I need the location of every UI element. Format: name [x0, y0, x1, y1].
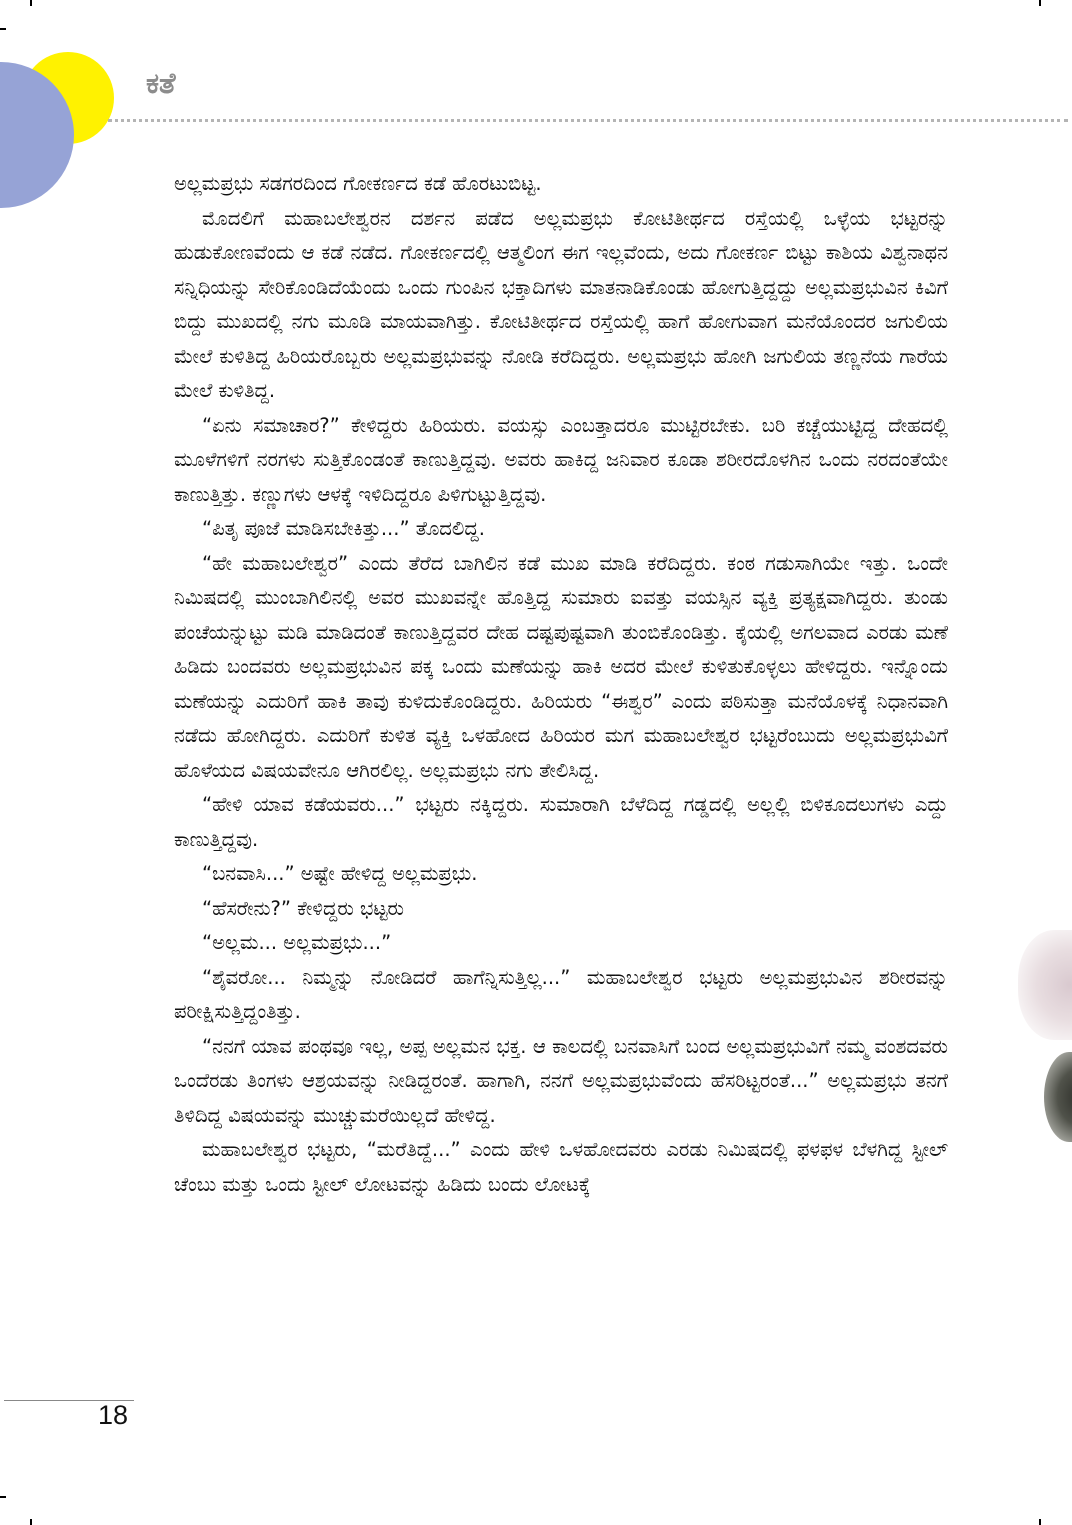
paragraph-8: “ಹೆಸರೇನು?” ಕೇಳಿದ್ದರು ಭಟ್ಟರು — [202, 896, 405, 920]
paragraph-10: “ಶೈವರೋ... ನಿಮ್ಮನ್ನು ನೋಡಿದರೆ ಹಾಗೆನ್ನಿಸುತ್ತಿಲ್ಲ...” ಮಹಾಬಲೇಶ್ವರ ಭಟ್ಟರು ಅಲ್ಲಮಪ್ರಭುವಿನ ಶರೀರವನ್ನು ಪರೀಕ್ಷಿಸುತ್ತಿದ್ದಂತಿತ್ತು. — [174, 965, 948, 1023]
paragraph-7: “ಬನವಾಸಿ...” ಅಷ್ಟೇ ಹೇಳಿದ್ದ ಅಲ್ಲಮಪ್ರಭು. — [202, 862, 478, 885]
paragraph-3: “ಏನು ಸಮಾಚಾರ?” ಕೇಳಿದ್ದರು ಹಿರಿಯರು. ವಯಸ್ಸು ಎಂಬತ್ತಾದರೂ ಮುಟ್ಟಿರಬೇಕು. ಬರಿ ಕಚ್ಚೆಯುಟ್ಟಿದ್ದ ದೇಹದಲ್ಲಿ ಮೂಳೆಗಳಿಗೆ ನರಗಳು ಸುತ್ತಿಕೊಂಡಂತೆ ಕಾಣುತ್ತಿದ್ದವು. ಅವರು ಹಾಕಿದ್ದ ಜನಿವಾರ ಕೂಡಾ ಶರೀರದೊಳಗಿನ ಒಂದು ನರದಂತೆಯೇ ಕಾಣುತ್ತಿತ್ತು. ಕಣ್ಣುಗಳು ಆಳಕ್ಕೆ ಇಳಿದಿದ್ದರೂ ಪಿಳಿಗುಟ್ಟುತ್ತಿದ್ದವು. — [174, 413, 948, 506]
side-illustration-pink — [1018, 930, 1072, 1040]
header-dotted-rule — [108, 119, 1068, 122]
crop-mark-top-right — [1039, 0, 1041, 6]
paragraph-1: ಅಲ್ಲಮಪ್ರಭು ಸಡಗರದಿಂದ ಗೋಕರ್ಣದ ಕಡೆ ಹೊರಟುಬಿಟ್ಟ. — [174, 172, 542, 195]
paragraph-9: “ಅಲ್ಲಮ... ಅಲ್ಲಮಪ್ರಭು...” — [202, 931, 392, 954]
paragraph-2: ಮೊದಲಿಗೆ ಮಹಾಬಲೇಶ್ವರನ ದರ್ಶನ ಪಡೆದ ಅಲ್ಲಮಪ್ರಭು ಕೋಟಿತೀರ್ಥದ ರಸ್ತೆಯಲ್ಲಿ ಒಳ್ಳೆಯ ಭಟ್ಟರನ್ನು ಹುಡುಕೋಣವೆಂದು ಆ ಕಡೆ ನಡೆದ. ಗೋಕರ್ಣದಲ್ಲಿ ಆತ್ಮಲಿಂಗ ಈಗ ಇಲ್ಲವೆಂದು, ಅದು ಗೋಕರ್ಣ ಬಿಟ್ಟು ಕಾಶಿಯ ವಿಶ್ವನಾಥನ ಸನ್ನಿಧಿಯನ್ನು ಸೇರಿಕೊಂಡಿದೆಯೆಂದು ಒಂದು ಗುಂಪಿನ ಭಕ್ತಾದಿಗಳು ಮಾತನಾಡಿಕೊಂಡು ಹೋಗುತ್ತಿದ್ದದ್ದು ಅಲ್ಲಮಪ್ರಭುವಿನ ಕಿವಿಗೆ ಬಿದ್ದು ಮುಖದಲ್ಲಿ ನಗು ಮೂಡಿ ಮಾಯವಾಗಿತ್ತು. ಕೋಟಿತೀರ್ಥದ ರಸ್ತೆಯಲ್ಲಿ ಹಾಗೆ ಹೋಗುವಾಗ ಮನೆಯೊಂದರ ಜಗುಲಿಯ ಮೇಲೆ ಕುಳಿತಿದ್ದ ಹಿರಿಯರೊಬ್ಬರು ಅಲ್ಲಮಪ್ರಭುವನ್ನು ನೋಡಿ ಕರೆದಿದ್ದರು. ಅಲ್ಲಮಪ್ರಭು ಹೋಗಿ ಜಗುಲಿಯ ತಣ್ಣನೆಯ ಗಾರೆಯ ಮೇಲೆ ಕುಳಿತಿದ್ದ. — [174, 206, 948, 402]
page-number: 18 — [98, 1400, 129, 1430]
crop-mark-bottom-left — [30, 1519, 32, 1525]
story-body — [174, 167, 948, 1202]
paragraph-4: “ಪಿತೃ ಪೂಜೆ ಮಾಡಿಸಬೇಕಿತ್ತು...” ತೊದಲಿದ್ದ. — [202, 517, 485, 540]
crop-mark-bottom-right — [1039, 1519, 1041, 1525]
crop-mark-bottom-left-h — [0, 1496, 6, 1498]
paragraph-5: “ಹೇ ಮಹಾಬಲೇಶ್ವರ” ಎಂದು ತೆರೆದ ಬಾಗಿಲಿನ ಕಡೆ ಮುಖ ಮಾಡಿ ಕರೆದಿದ್ದರು. ಕಂಠ ಗಡುಸಾಗಿಯೇ ಇತ್ತು. ಒಂದೇ ನಿಮಿಷದಲ್ಲಿ ಮುಂಬಾಗಿಲಿನಲ್ಲಿ ಅವರ ಮುಖವನ್ನೇ ಹೊತ್ತಿದ್ದ ಸುಮಾರು ಐವತ್ತು ವಯಸ್ಸಿನ ವ್ಯಕ್ತಿ ಪ್ರತ್ಯಕ್ಷವಾಗಿದ್ದರು. ತುಂಡು ಪಂಚೆಯನ್ನುಟ್ಟು ಮಡಿ ಮಾಡಿದಂತೆ ಕಾಣುತ್ತಿದ್ದವರ ದೇಹ ದಷ್ಟಪುಷ್ಟವಾಗಿ ತುಂಬಿಕೊಂಡಿತ್ತು. ಕೈಯಲ್ಲಿ ಅಗಲವಾದ ಎರಡು ಮಣೆ ಹಿಡಿದು ಬಂದವರು ಅಲ್ಲಮಪ್ರಭುವಿನ ಪಕ್ಕ ಒಂದು ಮಣೆಯನ್ನು ಹಾಕಿ ಅದರ ಮೇಲೆ ಕುಳಿತುಕೊಳ್ಳಲು ಹೇಳಿದ್ದರು. ಇನ್ನೊಂದು ಮಣೆಯನ್ನು ಎದುರಿಗೆ ಹಾಕಿ ತಾವು ಕುಳಿದುಕೊಂಡಿದ್ದರು. ಹಿರಿಯರು “ಈಶ್ವರ” ಎಂದು ಪಠಿಸುತ್ತಾ ಮನೆಯೊಳಕ್ಕೆ ನಿಧಾನವಾಗಿ ನಡೆದು ಹೋಗಿದ್ದರು. ಎದುರಿಗೆ ಕುಳಿತ ವ್ಯಕ್ತಿ ಒಳಹೋದ ಹಿರಿಯರ ಮಗ ಮಹಾಬಲೇಶ್ವರ ಭಟ್ಟರೆಂಬುದು ಅಲ್ಲಮಪ್ರಭುವಿಗೆ ಹೊಳೆಯದ ವಿಷಯವೇನೂ ಆಗಿರಲಿಲ್ಲ. ಅಲ್ಲಮಪ್ರಭು ನಗು ತೇಲಿಸಿದ್ದ. — [174, 551, 948, 782]
crop-mark-top-left — [30, 0, 32, 6]
paragraph-6: “ಹೇಳಿ ಯಾವ ಕಡೆಯವರು...” ಭಟ್ಟರು ನಕ್ಕಿದ್ದರು. ಸುಮಾರಾಗಿ ಬೆಳೆದಿದ್ದ ಗಡ್ಡದಲ್ಲಿ ಅಲ್ಲಲ್ಲಿ ಬಿಳಿಕೂದಲುಗಳು ಎದ್ದು ಕಾಣುತ್ತಿದ್ದವು. — [174, 793, 948, 851]
crop-mark-top-left-h — [0, 28, 6, 30]
paragraph-11: “ನನಗೆ ಯಾವ ಪಂಥವೂ ಇಲ್ಲ, ಅಪ್ಪ ಅಲ್ಲಮನ ಭಕ್ತ. ಆ ಕಾಲದಲ್ಲಿ ಬನವಾಸಿಗೆ ಬಂದ ಅಲ್ಲಮಪ್ರಭುವಿಗೆ ನಮ್ಮ ವಂಶದವರು ಒಂದೆರಡು ತಿಂಗಳು ಆಶ್ರಯವನ್ನು ನೀಡಿದ್ದರಂತೆ. ಹಾಗಾಗಿ, ನನಗೆ ಅಲ್ಲಮಪ್ರಭುವೆಂದು ಹೆಸರಿಟ್ಟರಂತೆ...” ಅಲ್ಲಮಪ್ರಭು ತನಗೆ ತಿಳಿದಿದ್ದ ವಿಷಯವನ್ನು ಮುಚ್ಚುಮರೆಯಿಲ್ಲದೆ ಹೇಳಿದ್ದ. — [174, 1034, 948, 1127]
paragraph-12: ಮಹಾಬಲೇಶ್ವರ ಭಟ್ಟರು, “ಮರೆತಿದ್ದೆ...” ಎಂದು ಹೇಳಿ ಒಳಹೋದವರು ಎರಡು ನಿಮಿಷದಲ್ಲಿ ಫಳಫಳ ಬೆಳಗಿದ್ದ ಸ್ಟೀಲ್ ಚೆಂಬು ಮತ್ತು ಒಂದು ಸ್ಟೀಲ್ ಲೋಟವನ್ನು ಹಿಡಿದು ಬಂದು ಲೋಟಕ್ಕೆ — [174, 1138, 948, 1196]
side-illustration-dark — [1044, 1052, 1072, 1142]
section-title: ಕತೆ — [146, 66, 176, 100]
